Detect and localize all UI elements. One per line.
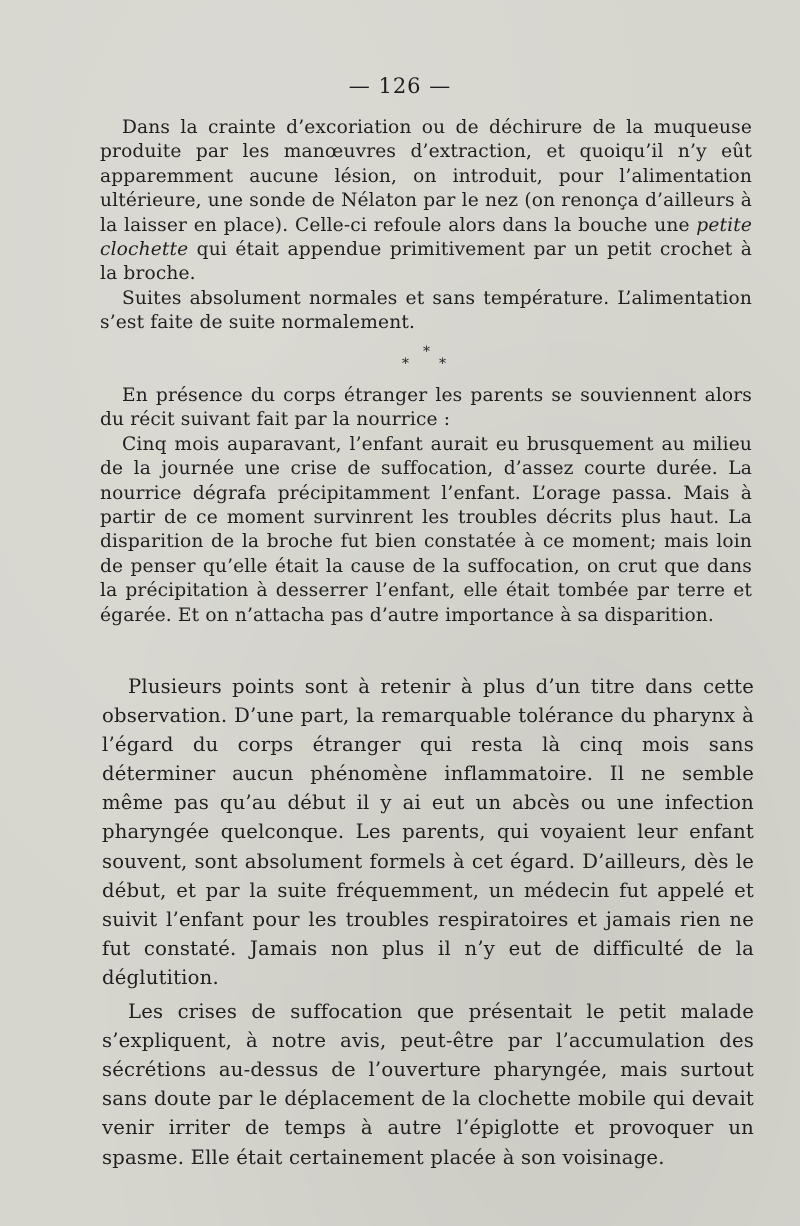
top-text-block: [100, 116, 752, 336]
emphasis-petite-clochette: petite clochette: [100, 214, 752, 261]
paragraph-extraction-text-before: Dans la crainte d’excoriation ou de déchirure de la muqueuse produite par les manœuvres d’extraction, et quoiqu’il n’y eût apparemment aucune lésion, on introduit, pour l’alimentation ultérieure, une sonde de Nélaton par le nez (on renonça d’ailleurs à la laisser en place). Celle-ci refoule alors dans la bouche une: [100, 117, 752, 236]
bottom-text-block: [102, 672, 754, 1172]
section-separator: [0, 344, 800, 370]
paragraph-recit-intro: En présence du corps étranger les parents se souviennent alors du récit suivant fait par la nourrice :: [100, 385, 752, 431]
paragraph-extraction: [100, 116, 752, 287]
paragraph-extraction-text-after: qui était appendue primitivement par un petit crochet à la broche.: [100, 239, 752, 285]
separator-star-left: *: [402, 356, 409, 372]
middle-text-block: [100, 384, 752, 628]
paragraph-recit-nourrice: Cinq mois auparavant, l’enfant aurait eu brusquement au milieu de la journée une crise de suffocation, d’assez courte durée. La nourrice dégrafa précipitamment l’enfant. L’orage passa. Mais à partir de ce moment survinrent les troubles décrits plus haut. La disparition de la broche fut bien constatée à ce moment; mais loin de penser qu’elle était la cause de la suffocation, on crut que dans la précipitation à desserrer l’enfant, elle était tombée par terre et égarée. Et on n’attacha pas d’autre importance à sa disparition.: [100, 433, 752, 626]
separator-star-right: *: [439, 356, 446, 372]
paragraph-suites: Suites absolument normales et sans température. L’alimentation s’est faite de suite normalement.: [100, 287, 752, 334]
paragraph-crises-suffocation: Les crises de suffocation que présentait le petit malade s’expliquent, à notre avis, peut-être par l’accumulation des sécrétions au-dessus de l’ouverture pharyngée, mais surtout sans doute par le déplacement de la clochette mobile qui devait venir irriter de temps à autre l’épiglotte et provoquer un spasme. Elle était certainement placée à son voisinage.: [102, 1000, 754, 1169]
page-number: — 126 —: [348, 74, 452, 98]
separator-star-top: *: [423, 344, 430, 360]
paragraph-points-a-retenir: Plusieurs points sont à retenir à plus d’un titre dans cette observation. D’une part, la remarquable tolérance du pharynx à l’égard du corps étranger qui resta là cinq mois sans déterminer aucun phénomène inflammatoire. Il ne semble même pas qu’au début il y ai eut un abcès ou une infection pharyngée quelconque. Les parents, qui voyaient leur enfant souvent, sont absolument formels à cet égard. D’ailleurs, dès le début, et par la suite fréquemment, un médecin fut appelé et suivit l’enfant pour les troubles respiratoires et jamais rien ne fut constaté. Jamais non plus il n’y eut de difficulté de la déglutition.: [102, 675, 754, 989]
